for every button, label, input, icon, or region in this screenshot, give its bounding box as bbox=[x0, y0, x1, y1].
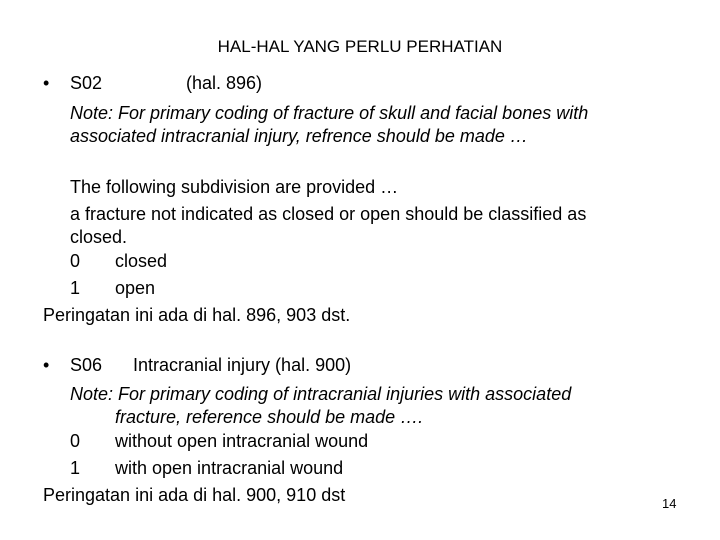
option-label: open bbox=[115, 278, 156, 298]
option-num: 0 bbox=[70, 431, 81, 451]
note-s02-line1: Note: For primary coding of fracture of skull and facial bones with bbox=[70, 103, 589, 123]
page-number: 14 bbox=[662, 496, 677, 511]
note-s06-line2: fracture, reference should be made …. bbox=[115, 407, 424, 427]
ref-s02: (hal. 896) bbox=[186, 73, 263, 93]
note-s02-line2: associated intracranial injury, refrence should be made … bbox=[70, 126, 528, 146]
option-label: with open intracranial wound bbox=[115, 458, 344, 478]
bullet-s02: • bbox=[43, 73, 50, 93]
subdivision-line3: closed. bbox=[70, 227, 128, 247]
bullet-s06: • bbox=[43, 355, 50, 375]
page-title: HAL-HAL YANG PERLU PERHATIAN bbox=[217, 37, 503, 56]
option-num: 1 bbox=[70, 458, 81, 478]
option-label: closed bbox=[115, 251, 168, 271]
subdivision-line2: a fracture not indicated as closed or open should be classified as bbox=[70, 204, 587, 224]
peringatan-s02: Peringatan ini ada di hal. 896, 903 dst. bbox=[43, 305, 351, 325]
code-s02: S02 bbox=[70, 73, 103, 93]
heading-s06: Intracranial injury (hal. 900) bbox=[133, 355, 352, 375]
note-s06-line1: Note: For primary coding of intracranial injuries with associated bbox=[70, 384, 572, 404]
code-s06: S06 bbox=[70, 355, 103, 375]
peringatan-s06: Peringatan ini ada di hal. 900, 910 dst bbox=[43, 485, 346, 505]
option-num: 1 bbox=[70, 278, 81, 298]
option-label: without open intracranial wound bbox=[115, 431, 369, 451]
option-num: 0 bbox=[70, 251, 81, 271]
subdivision-line1: The following subdivision are provided … bbox=[70, 177, 399, 197]
